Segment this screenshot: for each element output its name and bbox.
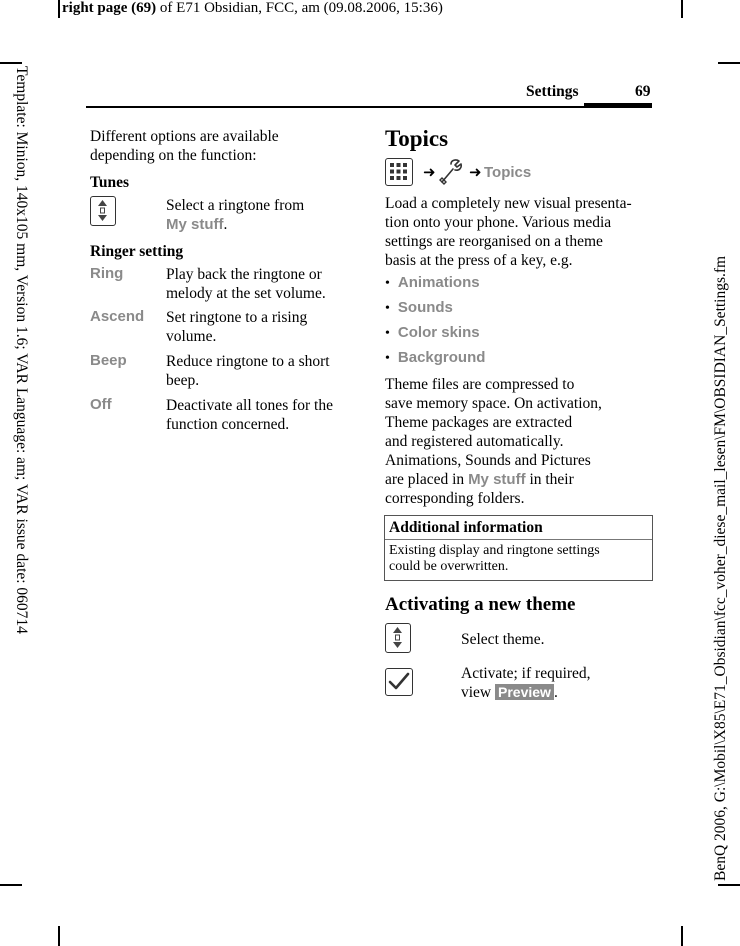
- topics-title: Topics: [385, 126, 449, 151]
- theme-files-text: Theme files are compressed to save memory space. On activation, Theme packages are extracted and registered automatically. Animations, Sounds and Pictures are placed in My stuff in their corresponding folders.: [385, 376, 602, 507]
- activate-text: Activate; if required, view Preview .: [461, 665, 591, 701]
- wrench-icon: [437, 158, 463, 186]
- menu-path-topics: Topics: [484, 164, 532, 181]
- template-info-line: [62, 0, 443, 17]
- menu-key-icon: [385, 158, 413, 186]
- crop-mark: [58, 926, 60, 946]
- option-off-label: Off: [90, 396, 112, 413]
- option-ascend-desc: Set ringtone to a rising volume.: [166, 309, 308, 345]
- section-title: Settings: [526, 83, 579, 100]
- option-beep-desc: Reduce ringtone to a short beep.: [166, 353, 330, 389]
- my-stuff-link: My stuff: [468, 471, 526, 488]
- navigation-key-icon: [90, 196, 116, 226]
- additional-info-box: [384, 515, 653, 581]
- template-info-rest: of E71 Obsidian, FCC, am (09.08.2006, 15:36): [159, 0, 443, 16]
- theme-items-list: [385, 274, 585, 374]
- select-theme-text: Select theme.: [461, 631, 545, 648]
- crop-mark: [718, 884, 740, 886]
- crop-mark: [681, 0, 683, 18]
- crop-mark: [58, 0, 60, 18]
- option-ring-desc: Play back the ringtone or melody at the set volume.: [166, 266, 326, 302]
- ringer-heading: Ringer setting: [90, 243, 184, 260]
- topics-description: Load a completely new visual presenta- tion onto your phone. Various media settings are reorganised on a theme basis at the press of a key, e.g.: [385, 195, 632, 269]
- list-item: • Color skins: [385, 324, 480, 341]
- my-stuff-link: My stuff: [166, 216, 224, 233]
- template-page-label: right page (69): [62, 0, 157, 16]
- option-off-desc: Deactivate all tones for the function concerned.: [166, 397, 333, 433]
- list-item: • Sounds: [385, 299, 453, 316]
- left-margin-template: [13, 66, 31, 666]
- tunes-description: Select a ringtone from My stuff.: [166, 197, 305, 233]
- intro-text: Different options are available depending on the function:: [90, 128, 279, 164]
- crop-mark: [0, 62, 22, 64]
- right-margin-text: BenQ 2006, G:\Mobil\X85\E71_Obsidian\fcc_voher_diese_mail_lesen\FM\OBSIDIAN_Settings.fm: [712, 255, 729, 881]
- page-number: 69: [635, 83, 651, 100]
- header-rule: [86, 106, 652, 108]
- arrow-icon: ➜: [469, 164, 482, 181]
- navigation-key-icon: [385, 623, 411, 653]
- header-rule-tab: [584, 103, 652, 108]
- crop-mark: [718, 62, 740, 64]
- info-box-title: Additional information: [385, 516, 652, 540]
- option-ascend-label: Ascend: [90, 308, 145, 325]
- option-ring-label: Ring: [90, 265, 124, 282]
- activate-theme-heading: Activating a new theme: [385, 594, 576, 615]
- menu-path: [385, 158, 645, 188]
- info-box-body: Existing display and ringtone settings could be overwritten.: [389, 543, 600, 574]
- tunes-heading: Tunes: [90, 174, 130, 191]
- crop-mark: [681, 926, 683, 946]
- preview-button-label: Preview: [495, 684, 554, 700]
- option-beep-label: Beep: [90, 352, 127, 369]
- list-item: • Background: [385, 349, 486, 366]
- crop-mark: [0, 884, 22, 886]
- right-margin-path: [712, 216, 730, 881]
- left-margin-text: Template: Minion, 140x105 mm, Version 1.6; VAR Language: am; VAR issue date: 060714: [13, 66, 30, 634]
- check-key-icon: [385, 668, 413, 696]
- list-item: • Animations: [385, 274, 480, 291]
- arrow-icon: ➜: [423, 164, 436, 181]
